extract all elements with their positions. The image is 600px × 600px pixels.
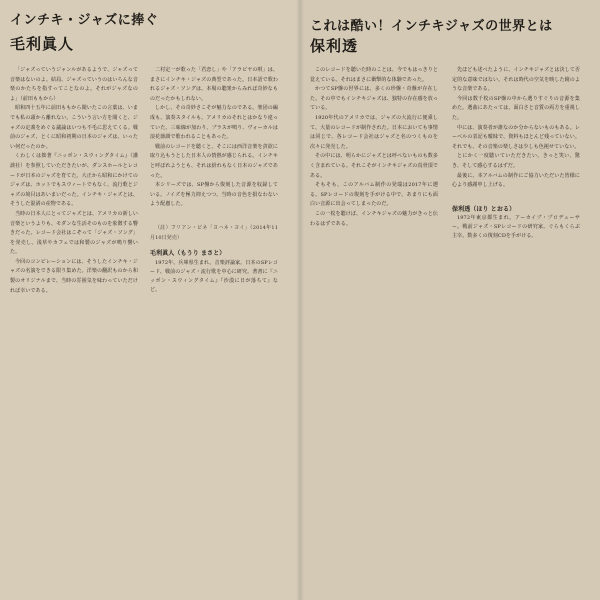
profile-heading: 毛利眞人（もうり まさと）: [150, 250, 226, 258]
right-title: これは酷い！インチキジャズの世界とは: [310, 19, 553, 34]
profile-text: 1972年東京都生まれ。アーカイブ・プロデューサー。戦前ジャズ・SPレコードの研究家。ぐらもくらぶ主宰。数多くの復刻CDを手がける。: [452, 215, 580, 240]
paragraph: とにかく一度聴いていただきたい。きっと笑い、驚き、そして感心するはずだ。: [452, 153, 580, 169]
profile-text: 1972年、兵庫県生まれ。音楽評論家。日本のSPレコード、戦前のジャズ・流行歌を中心に研究。著書に『ニッポン・スウィングタイム』『沙漠に日が落ちて』など。: [150, 259, 278, 293]
left-column-2: [150, 66, 278, 295]
paragraph: くわしくは拙著『ニッポン・スウィングタイム』（講談社）を参照していただきたいが、ダンスホールとレコードが日本のジャズを育てた。大正から昭和にかけてのジャズは、ホットでもスウィートでもなく、流行歌とジャズの境目はあいまいだった。インチキ・ジャズとは、そうした混淆の産物である。: [10, 153, 138, 208]
paragraph: 当時の日本人にとってジャズとは、アメリカの新しい音楽というよりも、モダンな生活そのものを象徴する響きだった。レコード会社はこぞって「ジャズ・ソング」を発売し、浅草やカフェでは和製のジャズが鳴り響いた。: [10, 210, 138, 256]
paragraph: 今回は数千枚のSP盤の中から選りすぐりの音源を集めた。選曲にあたっては、面白さと音質の両方を重視した。: [452, 95, 580, 121]
paragraph: 今回のコンピレーションには、そうしたインチキ・ジャズの名演をできる限り集めた。洋楽の翻訳ものから和製のオリジナルまで、当時の雰囲気を味わっていただければ幸いである。: [10, 258, 138, 294]
paragraph: かつてSP盤の世界には、多くの珍盤・奇盤が存在した。その中でもインチキジャズは、独特の存在感を放っている。: [310, 86, 438, 112]
paragraph: 二村定一が歌った「君恋し」や「アラビヤの唄」は、まさにインチキ・ジャズの典型であった。日本語で歌われるジャズ・ソングは、本場の聴衆からみれば奇妙なものだったかもしれない。: [150, 67, 278, 102]
page-fold: [296, 0, 304, 600]
paragraph: この一枚を聴けば、インチキジャズの魅力がきっと伝わるはずである。: [310, 210, 438, 227]
paragraph: そもそも、このアルバム制作の発端は2017年に遡る。SPレコードの復刻を手がける中で、あまりにも面白い音源に出会ってしまったのだ。: [310, 182, 438, 208]
right-column-1: [310, 66, 438, 229]
paragraph: 戦前のレコードを聴くと、そこには西洋音楽を貪欲に取り込もうとした日本人の情熱が感じられる。インチキと呼ばれようとも、それは紛れもなく日本のジャズであった。: [150, 143, 278, 179]
paragraph: 1920年代のアメリカでは、ジャズの大流行に便乗して、大量のレコードが制作された。日本においても事情は同じで、各レコード会社はジャズと名のつくものを次々に発売した。: [310, 114, 438, 150]
left-column-1: [10, 66, 138, 296]
right-author: 保利透: [310, 37, 359, 55]
paragraph: その中には、明らかにジャズとは呼べないものも数多く含まれている。それこそがインチキジャズの真骨頂である。: [310, 153, 438, 179]
paragraph: このレコードを聴いた時のことは、今でもはっきりと覚えている。それはまさに衝撃的な体験であった。: [310, 67, 438, 83]
profile-heading: 保利透（ほり とおる）: [452, 205, 516, 213]
paragraph: 昭和四十五年に前田ももから聞いたこの言葉は、いまでも私の頭から離れない。こういう言い方を聞くと、ジャズの定義をめぐる議論はいつも不毛に思えてくる。戦前のジャズ、とくに昭和初期の日本のジャズは、いったい何だったのか。: [10, 105, 138, 150]
right-page: [300, 0, 600, 600]
paragraph: 本シリーズでは、SP盤から復刻した音源を収録している。ノイズを極力抑えつつ、当時の音色を損なわないよう配慮した。: [150, 182, 278, 208]
paragraph: 「ジャズっていうジャンルがあるようで、ジャズって音楽はないのよ。結局、ジャズっていうのはいろんな音楽のかたちを指すってことなのよ。それがジャズなのよ」（前田ももから）: [10, 67, 138, 102]
paragraph: しかし、その奇妙さこそが魅力なのである。楽団の編成も、演奏スタイルも、アメリカのそれとはかなり違っていた。三味線が加わり、ブラスが鳴り、ヴォーカルは浪花節調で歌われることもあった。: [150, 105, 278, 141]
right-column-2: [452, 66, 580, 241]
caption: （註）フリアン・ビネ「ヨハネ・ヨイ」（2014年11月10日発売）: [150, 224, 278, 241]
left-title: インチキ・ジャズに捧ぐ: [10, 13, 159, 28]
paragraph: 先ほども述べたように、インチキジャズとは決して否定的な意味ではない。それは時代の空気を映した鏡のような音楽である。: [452, 67, 580, 93]
paragraph: 最後に、本アルバムの制作にご協力いただいた皆様に心より感謝申し上げる。: [452, 172, 580, 189]
left-author: 毛利眞人: [10, 35, 75, 53]
paragraph: 中には、演奏者が誰なのか分からないものもある。レーベルの表記も曖昧で、資料もほとんど残っていない。それでも、その音楽の楽しさは少しも色褪せていない。: [452, 124, 580, 150]
